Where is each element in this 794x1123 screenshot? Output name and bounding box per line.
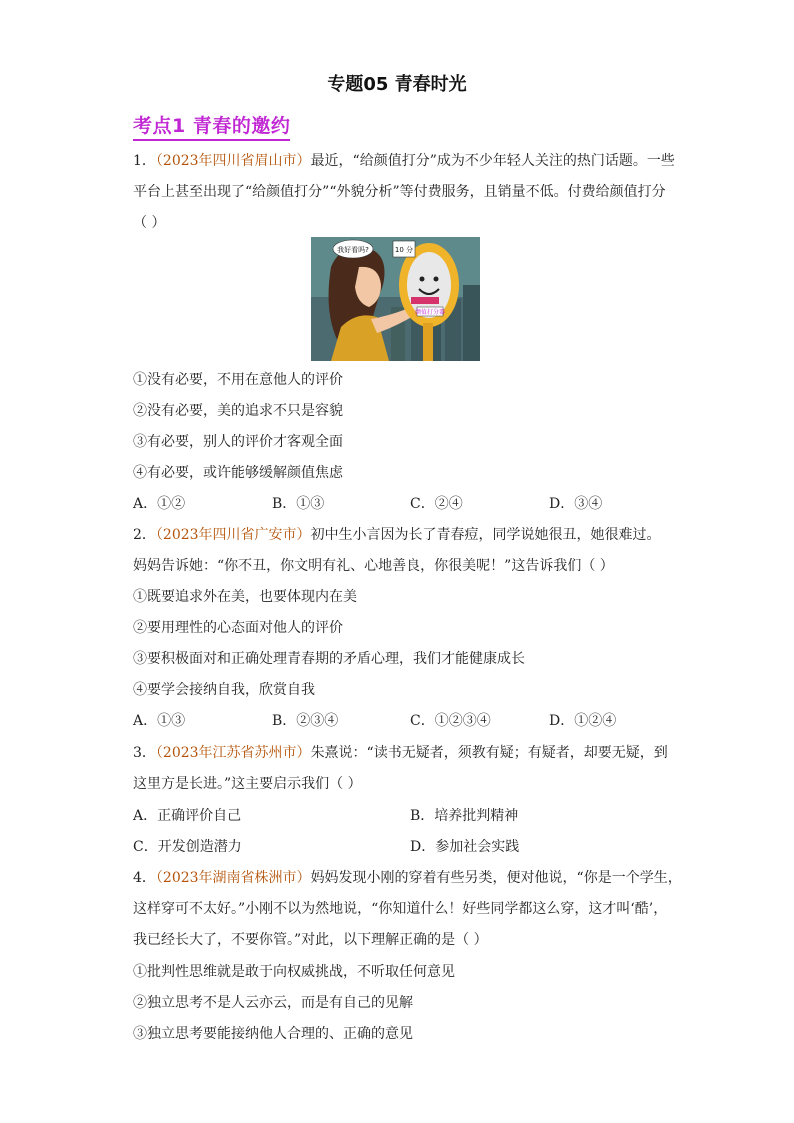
q1-answer-blank: （ ） <box>133 215 166 231</box>
q1-number: 1． <box>133 153 156 169</box>
q3-source: （2023年江苏省苏州市） <box>155 745 311 761</box>
q1-options <box>133 494 653 514</box>
q4-stem-line1 <box>133 868 682 888</box>
figure-bubble-text: 我好看吗? <box>337 246 369 254</box>
q3-stem-line2: 这里方是长进。”这主要启示我们（ ） <box>133 776 362 792</box>
section-heading: 考点1 青春的邀约 <box>133 111 290 141</box>
q4-stem-text: 妈妈发现小刚的穿着有些另类，便对他说，“你是一个学生， <box>310 870 682 886</box>
q1-stem-line2: 平台上甚至出现了“给颜值打分”“外貌分析”等付费服务，且销量不低。付费给颜值打分 <box>133 184 666 200</box>
q2-statement-2: ②要用理性的心态面对他人的评价 <box>133 620 343 636</box>
figure-tag-text: 颜值打分器 <box>414 309 446 316</box>
q4-source: （2023年湖南省株洲市） <box>155 870 311 886</box>
page-title: 专题05 青春时光 <box>327 74 467 95</box>
q4-statement-1: ①批判性思维就是敢于向权威挑战，不听取任何意见 <box>133 964 455 980</box>
q1-stem-line1 <box>133 151 675 171</box>
q2-option-c[interactable]: C．①②③④ <box>410 713 491 729</box>
q1-cartoon-figure <box>311 237 480 361</box>
q4-statement-3: ③独立思考要能接纳他人合理的、正确的意见 <box>133 1026 413 1042</box>
q1-statement-4: ④有必要，或许能够缓解颜值焦虑 <box>133 465 343 481</box>
q3-option-c[interactable]: C．开发创造潜力 <box>133 839 242 855</box>
q1-source: （2023年四川省眉山市） <box>155 153 311 169</box>
q4-stem-line3: 我已经长大了，不要你管。”对此，以下理解正确的是（ ） <box>133 932 488 948</box>
q3-stem-text: 朱熹说：“读书无疑者，须教有疑；有疑者，却要无疑，到 <box>310 745 668 761</box>
figure-score-text: 10 分 <box>394 246 414 254</box>
q4-statement-2: ②独立思考不是人云亦云，而是有自己的见解 <box>133 995 413 1011</box>
q1-option-a[interactable]: A．①② <box>133 496 186 512</box>
q1-option-d[interactable]: D．③④ <box>549 496 603 512</box>
q1-option-c[interactable]: C．②④ <box>410 496 463 512</box>
q3-option-a[interactable]: A．正确评价自己 <box>133 808 242 824</box>
q2-source: （2023年四川省广安市） <box>155 527 311 543</box>
q3-option-d[interactable]: D．参加社会实践 <box>410 839 520 855</box>
q1-stem-text: 最近，“给颜值打分”成为不少年轻人关注的热门话题。一些 <box>310 153 675 169</box>
q2-option-b[interactable]: B．②③④ <box>272 713 339 729</box>
q2-statement-3: ③要积极面对和正确处理青春期的矛盾心理，我们才能健康成长 <box>133 651 525 667</box>
q2-options <box>133 711 653 731</box>
q3-stem-line1 <box>133 743 668 763</box>
q2-stem-line1 <box>133 525 661 545</box>
q2-option-a[interactable]: A．①③ <box>133 713 186 729</box>
q2-statement-4: ④要学会接纳自我，欣赏自我 <box>133 682 315 698</box>
q3-option-b[interactable]: B．培养批判精神 <box>410 808 519 824</box>
q4-stem-line2: 这样穿可不太好。”小刚不以为然地说，“你知道什么！好些同学都这么穿，这才叫‘酷’， <box>133 901 668 917</box>
q2-number: 2． <box>133 527 156 543</box>
q1-statement-3: ③有必要，别人的评价才客观全面 <box>133 434 343 450</box>
q2-stem-text: 初中生小言因为长了青春痘，同学说她很丑，她很难过。 <box>310 527 661 543</box>
q3-number: 3． <box>133 745 156 761</box>
q2-option-d[interactable]: D．①②④ <box>549 713 617 729</box>
q3-options-row2 <box>133 837 653 857</box>
cartoon-illustration <box>311 237 480 361</box>
q3-options-row1 <box>133 806 653 826</box>
q2-stem-line2: 妈妈告诉她：“你不丑，你文明有礼、心地善良，你很美呢！”这告诉我们（ ） <box>133 558 614 574</box>
q2-statement-1: ①既要追求外在美，也要体现内在美 <box>133 589 357 605</box>
q1-statement-2: ②没有必要，美的追求不只是容貌 <box>133 403 343 419</box>
q1-option-b[interactable]: B．①③ <box>272 496 325 512</box>
q1-statement-1: ①没有必要，不用在意他人的评价 <box>133 372 343 388</box>
q4-number: 4． <box>133 870 156 886</box>
